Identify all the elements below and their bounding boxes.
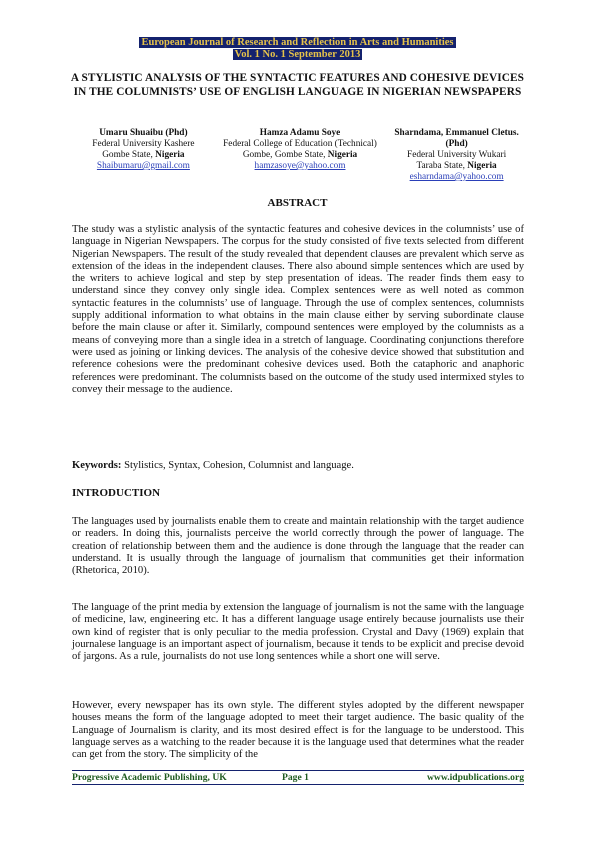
author-location: Gombe, Gombe State, Nigeria <box>242 150 358 160</box>
author-name: Umaru Shuaibu (Phd) <box>99 128 188 138</box>
author-name: Sharndama, Emmanuel Cletus. (Phd) <box>394 128 519 149</box>
author-location: Gombe State, Nigeria <box>102 150 185 160</box>
author-list <box>70 128 530 183</box>
author-location: Taraba State, Nigeria <box>416 161 497 171</box>
keywords-line <box>72 460 524 472</box>
author-3 <box>383 128 530 183</box>
author-email-link[interactable]: Shaibumaru@gmail.com <box>96 161 190 171</box>
page-footer <box>72 770 524 785</box>
keywords-text: Stylistics, Syntax, Cohesion, Columnist and language. <box>121 460 354 471</box>
author-1 <box>70 128 217 183</box>
footer-publisher: Progressive Academic Publishing, UK <box>72 772 227 783</box>
intro-paragraph-2: The language of the print media by extension the language of journalism is not the same with the language of medicine, law, engineering etc. It has a different language usage entirely because journalists use their own kind of register that is only peculiar to the media profession. Crystal and Davy (1969) explain that journalese language is an important aspect of journalism, because it tends to be explicit and precise devoid of jargons. As a rule, journalists do not use long sentences while a short one will serve. <box>72 602 524 663</box>
journal-header <box>0 37 595 61</box>
author-affiliation: Federal University Wukari <box>407 150 507 160</box>
footer-page-number: Page 1 <box>282 772 309 783</box>
abstract-text: The study was a stylistic analysis of the syntactic features and cohesive devices in the columnists’ use of language in Nigerian Newspapers. The corpus for the study consisted of five texts selected from different Nigerian Newspapers. The result of the study revealed that dependent clauses are prevalent which serve as extension of the ideas in the independent clauses. There also abound simple sentences which are used by the writers to achieve logical and step by step presentation of ideas. The reader finds them easy to understand since they convey only single idea. Complex sentences were as well noted as common syntactic features in the columnists’ use of language. Through the use of complex sentences, columnists supply additional information to what obtains in the main clause either by serving subordinate clause before the main clause or after it. Similarly, compound sentences were employed by the columnists as a means of conveying more than a single idea in a stretch of language. Coordinating conjunctions therefore were used as joining or linking devices. The analysis of the cohesive device showed that substitution and reference cohesions were the predominant cohesive devices used. Both the cataphoric and anaphoric references were predominant. The columnists based on the outcome of the study used intermixed styles to convey their message to the audience. <box>72 224 524 395</box>
introduction-heading: INTRODUCTION <box>72 487 161 499</box>
keywords-label: Keywords: <box>72 460 122 471</box>
journal-issue: Vol. 1 No. 1 September 2013 <box>234 49 361 60</box>
author-email-link[interactable]: hamzasoye@yahoo.com <box>254 161 346 171</box>
intro-paragraph-3: However, every newspaper has its own style. The different styles adopted by the different newspaper houses means the form of the language adopted to meet their target audience. The basic quality of the Language of Journalism is clarity, and its most desired effect is for the language to be understood. This language serves as a watching to the reader because it is the language used that determines what the reader can get from the story. The simplicity of the <box>72 700 524 761</box>
author-2 <box>217 128 383 183</box>
paper-title: A STYLISTIC ANALYSIS OF THE SYNTACTIC FEATURES AND COHESIVE DEVICES IN THE COLUMNISTS’ USE OF ENGLISH LANGUAGE IN NIGERIAN NEWSPAPERS <box>70 72 525 98</box>
footer-url-link[interactable]: www.idpublications.org <box>426 772 524 783</box>
journal-name: European Journal of Research and Reflection in Arts and Humanities <box>141 37 454 48</box>
author-name: Hamza Adamu Soye <box>259 128 341 138</box>
author-affiliation: Federal College of Education (Technical) <box>223 139 377 149</box>
intro-paragraph-1: The languages used by journalists enable them to create and maintain relationship with the target audience or readers. In doing this, journalists perceive the world correctly through the power of language. The creation of relationship between them and the audience is done through the language that the reader can understand. It is usually through the language of journalism that communities get their information (Rhetorica, 2010). <box>72 516 524 577</box>
author-email-link[interactable]: esharndama@yahoo.com <box>409 172 504 182</box>
author-affiliation: Federal University Kashere <box>92 139 195 149</box>
abstract-heading: ABSTRACT <box>267 197 328 209</box>
